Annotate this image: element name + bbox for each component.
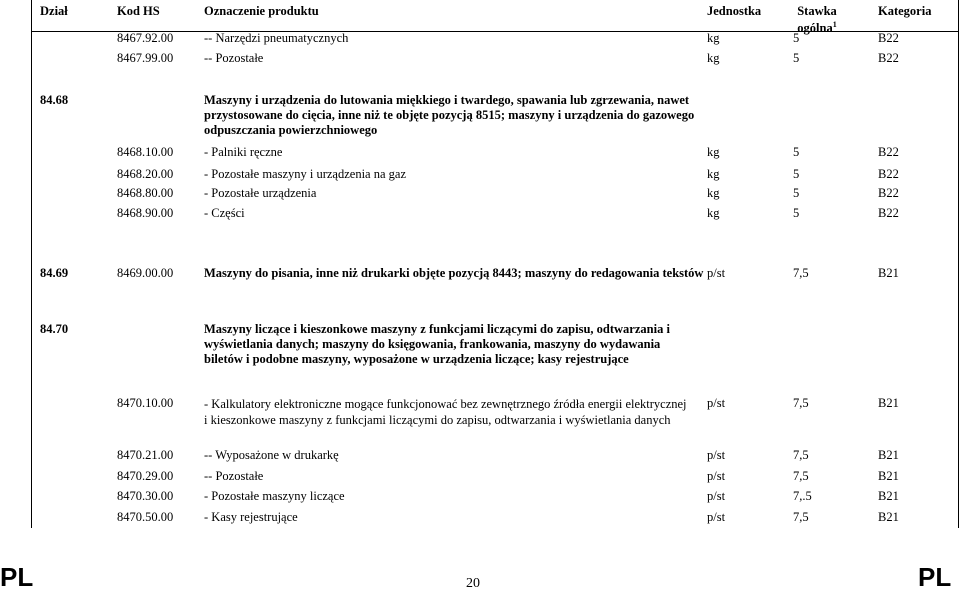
row-jednostka: kg (707, 186, 720, 200)
row-stawka: 5 (793, 51, 800, 65)
row-stawka: 7,5 (793, 396, 809, 410)
header-dzial: Dział (40, 4, 68, 18)
page-number: 20 (466, 576, 480, 591)
row-kod: 8468.80.00 (117, 186, 174, 200)
row-jednostka: kg (707, 51, 720, 65)
row-opis: -- Pozostałe (204, 469, 264, 483)
row-kategoria: B21 (878, 266, 899, 280)
row-stawka: 5 (793, 206, 800, 220)
row-jednostka: p/st (707, 510, 726, 524)
row-kod: 8470.30.00 (117, 489, 174, 503)
row-jednostka: kg (707, 31, 720, 45)
row-jednostka: p/st (707, 489, 726, 503)
row-opis-heading: Maszyny do pisania, inne niż drukarki objęte pozycją 8443; maszyny do redagowania tekstów (204, 266, 704, 280)
row-jednostka: p/st (707, 448, 726, 462)
row-stawka: 7,5 (793, 448, 809, 462)
row-jednostka: p/st (707, 266, 726, 280)
row-opis: - Pozostałe maszyny i urządzenia na gaz (204, 167, 406, 181)
row-opis: - Kasy rejestrujące (204, 510, 298, 524)
row-kategoria: B21 (878, 510, 899, 524)
header-kod-hs: Kod HS (117, 4, 160, 18)
col-border-left (31, 0, 32, 528)
row-opis: - Części (204, 206, 245, 220)
header-jednostka: Jednostka (707, 4, 762, 18)
footer-language-left: PL (0, 562, 34, 592)
row-opis: - Pozostałe maszyny liczące (204, 489, 345, 503)
row-kod: 8470.29.00 (117, 469, 174, 483)
row-jednostka: p/st (707, 396, 726, 410)
row-kategoria: B22 (878, 145, 899, 159)
row-stawka: 5 (793, 167, 800, 181)
row-kod: 8469.00.00 (117, 266, 174, 280)
row-stawka: 5 (793, 186, 800, 200)
row-kod: 8467.92.00 (117, 31, 174, 45)
row-kategoria: B21 (878, 469, 899, 483)
header-kategoria: Kategoria (878, 4, 932, 18)
row-kod: 8468.10.00 (117, 145, 174, 159)
row-kategoria: B21 (878, 396, 899, 410)
header-stawka-footnote: 1 (832, 20, 837, 29)
row-kategoria: B22 (878, 31, 899, 45)
row-opis: -- Narzędzi pneumatycznych (204, 31, 349, 45)
row-kod: 8470.50.00 (117, 510, 174, 524)
header-stawka-line2: ogólna (797, 21, 833, 36)
row-jednostka: kg (707, 145, 720, 159)
row-kod: 8468.90.00 (117, 206, 174, 220)
row-jednostka: kg (707, 167, 720, 181)
row-opis: -- Wyposażone w drukarkę (204, 448, 339, 462)
row-dzial: 84.69 (40, 266, 69, 280)
row-kategoria: B22 (878, 206, 899, 220)
row-jednostka: kg (707, 206, 720, 220)
row-kategoria: B22 (878, 167, 899, 181)
row-opis: - Kalkulatory elektroniczne mogące funkcjonować bez zewnętrznego źródła energii elektrycznej i kieszonkowe maszyny z funkcjami liczącymi do zapisu, odtwarzania i wyświetlania danych (204, 397, 687, 427)
row-kategoria: B21 (878, 489, 899, 503)
row-opis: - Pozostałe urządzenia (204, 186, 317, 200)
row-kod: 8467.99.00 (117, 51, 174, 65)
row-opis: -- Pozostałe (204, 51, 264, 65)
row-stawka: 7,5 (793, 510, 809, 524)
row-jednostka: p/st (707, 469, 726, 483)
row-kod: 8468.20.00 (117, 167, 174, 181)
row-kod: 8470.10.00 (117, 396, 174, 410)
row-stawka: 7,5 (793, 266, 809, 280)
row-opis-heading: Maszyny liczące i kieszonkowe maszyny z funkcjami liczącymi do zapisu, odtwarzania i wyświetlania danych; maszyny do księgowania, frankowania, maszyny do wydawania biletów i podobne maszyny, wyposażone w urządzenia liczące; kasy rejestrujące (204, 322, 670, 366)
row-stawka: 5 (793, 145, 800, 159)
row-kod: 8470.21.00 (117, 448, 174, 462)
row-stawka: 7,.5 (793, 489, 812, 503)
row-kategoria: B21 (878, 448, 899, 462)
col-border-right (958, 0, 959, 528)
row-kategoria: B22 (878, 51, 899, 65)
header-stawka (793, 4, 841, 35)
header-oznaczenie-produktu: Oznaczenie produktu (204, 4, 319, 18)
header-stawka-line2-wrap (793, 18, 841, 35)
row-kategoria: B22 (878, 186, 899, 200)
header-stawka-line1: Stawka (797, 4, 837, 18)
row-dzial: 84.68 (40, 93, 69, 107)
row-dzial: 84.70 (40, 322, 69, 336)
row-stawka: 7,5 (793, 469, 809, 483)
row-opis-heading: Maszyny i urządzenia do lutowania miękkiego i twardego, spawania lub zgrzewania, nawet przystosowane do cięcia, inne niż te objęte pozycją 8515; maszyny i urządzenia do gazowego odpuszczania powierzchniowego (204, 93, 695, 137)
row-opis: - Palniki ręczne (204, 145, 283, 159)
row-stawka: 5 (793, 31, 800, 45)
footer-language-right: PL (918, 562, 952, 592)
